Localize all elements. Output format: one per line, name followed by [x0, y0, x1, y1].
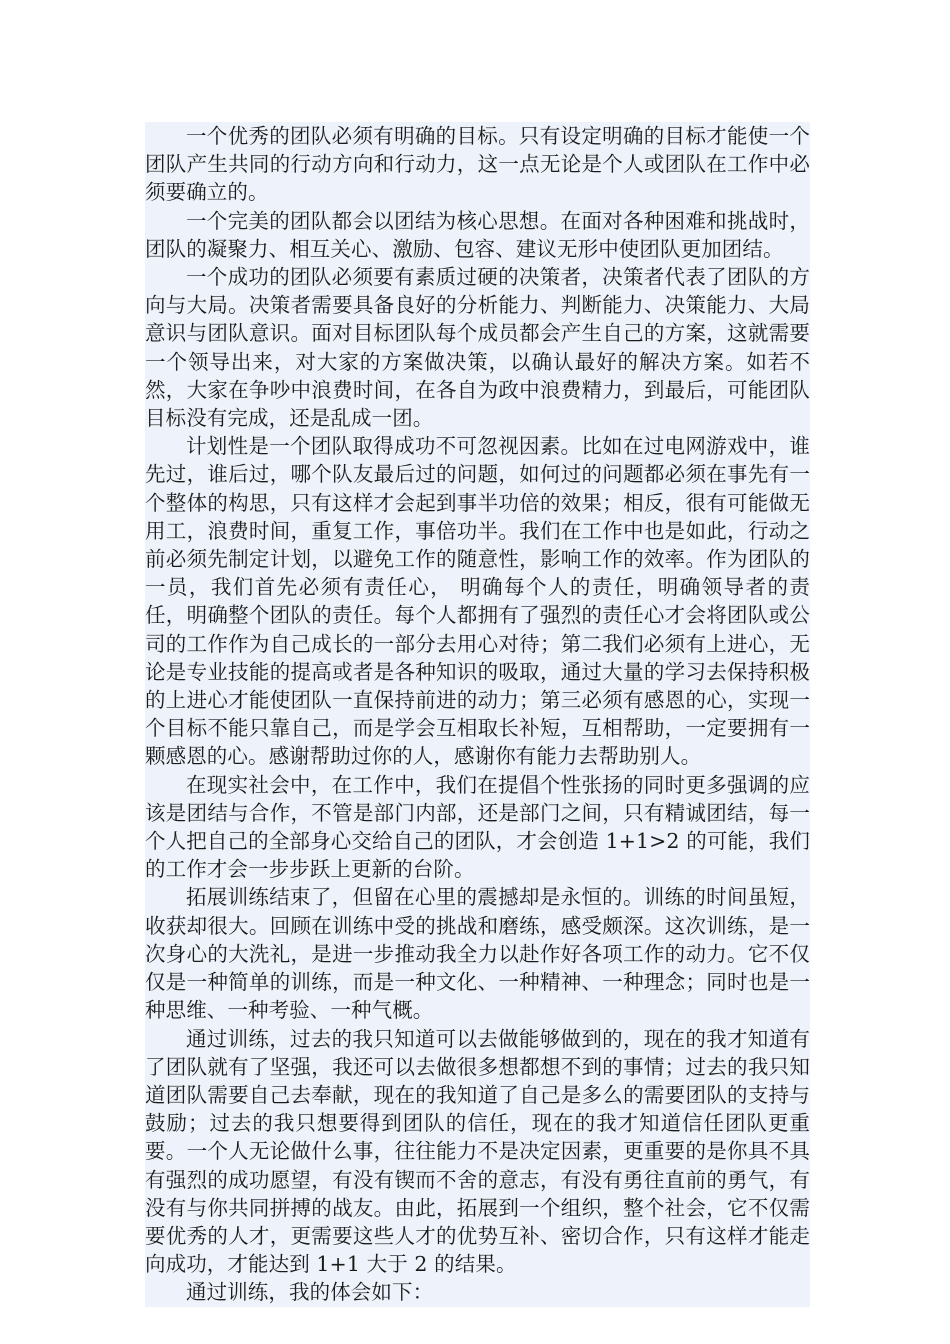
document-body	[145, 122, 810, 1307]
paragraph-goal: 一个优秀的团队必须有明确的目标。只有设定明确的目标才能使一个团队产生共同的行动方向和行动力，这一点无论是个人或团队在工作中必须要确立的。	[145, 122, 810, 207]
paragraph-planning: 计划性是一个团队取得成功不可忽视因素。比如在过电网游戏中，谁先过，谁后过，哪个队友最后过的问题，如何过的问题都必须在事先有一个整体的构思，只有这样才会起到事半功倍的效果；相反，很有可能做无用工，浪费时间，重复工作，事倍功半。我们在工作中也是如此，行动之前必须先制定计划，以避免工作的随意性，影响工作的效率。作为团队的一员，我们首先必须有责任心， 明确每个人的责任，明确领导者的责任，明确整个团队的责任。每个人都拥有了强烈的责任心才会将团队或公司的工作作为自己成长的一部分去用心对待；第二我们必须有上进心，无论是专业技能的提高或者是各种知识的吸取，通过大量的学习去保持积极的上进心才能使团队一直保持前进的动力；第三必须有感恩的心，实现一个目标不能只靠自己，而是学会互相取长补短，互相帮助，一定要拥有一颗感恩的心。感谢帮助过你的人，感谢你有能力去帮助别人。	[145, 432, 810, 770]
paragraph-experience: 通过训练，我的体会如下：	[145, 1278, 810, 1306]
paragraph-cooperation: 在现实社会中，在工作中，我们在提倡个性张扬的同时更多强调的应该是团结与合作，不管是部门内部，还是部门之间，只有精诚团结，每一个人把自己的全部身心交给自己的团队，才会创造 1+1>2 的可能，我们的工作才会一步步跃上更新的台阶。	[145, 771, 810, 884]
paragraph-through-training: 通过训练，过去的我只知道可以去做能够做到的，现在的我才知道有了团队就有了坚强，我还可以去做很多想都想不到的事情；过去的我只知道团队需要自己去奉献，现在的我知道了自己是多么的需要团队的支持与鼓励；过去的我只想要得到团队的信任，现在的我才知道信任团队更重要。一个人无论做什么事，往往能力不是决定因素，更重要的是你具不具有强烈的成功愿望，有没有锲而不舍的意志，有没有勇往直前的勇气，有没有与你共同拼搏的战友。由此，拓展到一个组织，整个社会，它不仅需要优秀的人才，更需要这些人才的优势互补、密切合作，只有这样才能走向成功，才能达到 1+1 大于 2 的结果。	[145, 1025, 810, 1279]
paragraph-decision-maker: 一个成功的团队必须要有素质过硬的决策者，决策者代表了团队的方向与大局。决策者需要具备良好的分析能力、判断能力、决策能力、大局意识与团队意识。面对目标团队每个成员都会产生自己的方案，这就需要一个领导出来，对大家的方案做决策，以确认最好的解决方案。如若不然，大家在争吵中浪费时间，在各自为政中浪费精力，到最后，可能团队目标没有完成，还是乱成一团。	[145, 263, 810, 432]
paragraph-training-end: 拓展训练结束了，但留在心里的震撼却是永恒的。训练的时间虽短，收获却很大。回顾在训练中受的挑战和磨练，感受颇深。这次训练，是一次身心的大洗礼，是进一步推动我全力以赴作好各项工作的动力。它不仅仅是一种简单的训练，而是一种文化、一种精神、一种理念；同时也是一种思维、一种考验、一种气概。	[145, 883, 810, 1024]
paragraph-unity: 一个完美的团队都会以团结为核心思想。在面对各种困难和挑战时，团队的凝聚力、相互关心、激励、包容、建议无形中使团队更加团结。	[145, 207, 810, 263]
